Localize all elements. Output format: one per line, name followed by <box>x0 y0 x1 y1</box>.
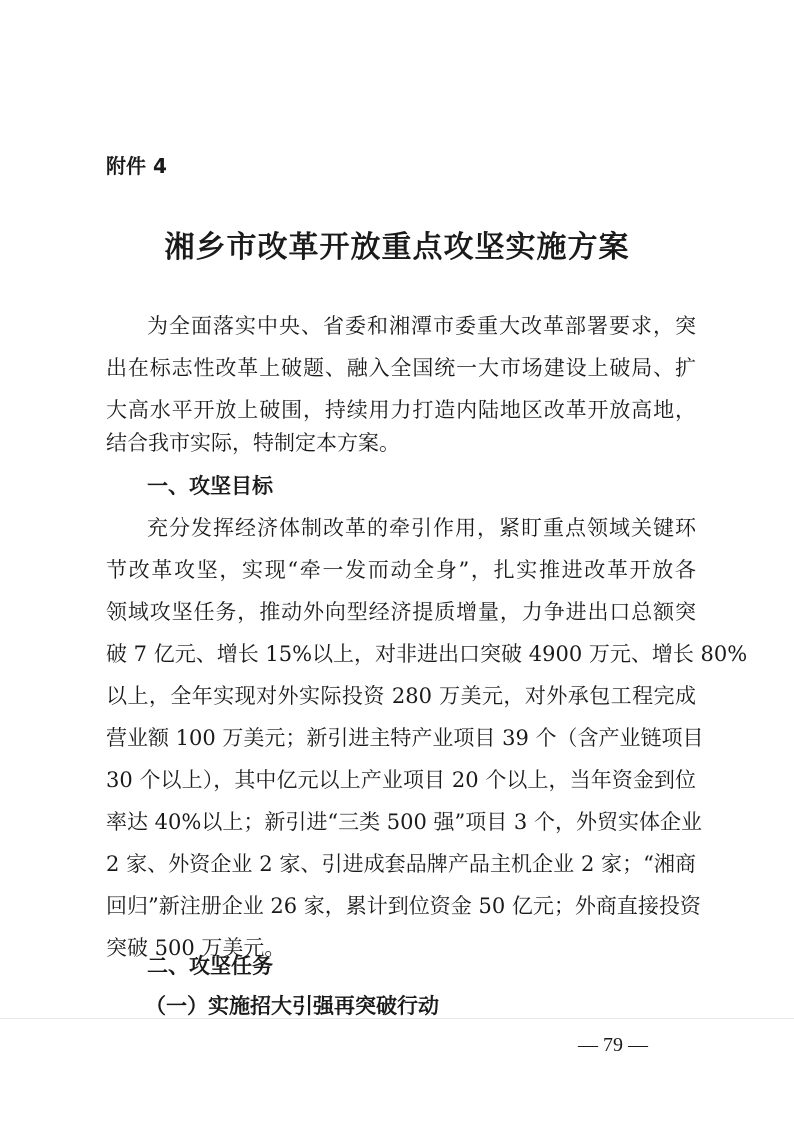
body-line: 回归”新注册企业 26 家，累计到位资金 50 亿元；外商直接投资 <box>106 894 701 918</box>
intro-line: 大高水平开放上破围，持续用力打造内陆地区改革开放高地， <box>106 398 696 422</box>
intro-line: 为全面落实中央、省委和湘潭市委重大改革部署要求，突 <box>147 314 696 338</box>
section-heading: 二、攻坚任务 <box>147 954 273 978</box>
section-heading: 一、攻坚目标 <box>147 474 273 498</box>
subsection-heading: （一）实施招大引强再突破行动 <box>145 993 439 1018</box>
document-title: 湘乡市改革开放重点攻坚实施方案 <box>164 230 630 265</box>
body-line: 突破 500 万美元。 <box>106 936 286 960</box>
body-line: 30 个以上），其中亿元以上产业项目 20 个以上，当年资金到位 <box>106 768 696 792</box>
page-number: — 79 — <box>578 1034 648 1056</box>
body-line: 率达 40%以上；新引进“三类 500 强”项目 3 个，外贸实体企业 <box>106 810 702 834</box>
body-line: 领域攻坚任务，推动外向型经济提质增量，力争进出口总额突 <box>106 600 696 624</box>
body-line: 2 家、外资企业 2 家、引进成套品牌产品主机企业 2 家；“湘商 <box>106 852 696 876</box>
body-line: 以上，全年实现对外实际投资 280 万美元，对外承包工程完成 <box>106 684 696 708</box>
body-line: 充分发挥经济体制改革的牵引作用，紧盯重点领域关键环 <box>147 516 696 540</box>
body-line: 节改革攻坚，实现“牵一发而动全身”，扎实推进改革开放各 <box>106 558 696 582</box>
page-fold-divider <box>0 1018 794 1019</box>
body-line: 破 7 亿元、增长 15%以上，对非进出口突破 4900 万元、增长 80% <box>106 642 748 666</box>
intro-line: 出在标志性改革上破题、融入全国统一大市场建设上破局、扩 <box>106 356 696 380</box>
attachment-label: 附件 4 <box>106 154 167 178</box>
body-line: 营业额 100 万美元；新引进主特产业项目 39 个（含产业链项目 <box>106 726 704 750</box>
intro-line: 结合我市实际，特制定本方案。 <box>106 431 400 455</box>
